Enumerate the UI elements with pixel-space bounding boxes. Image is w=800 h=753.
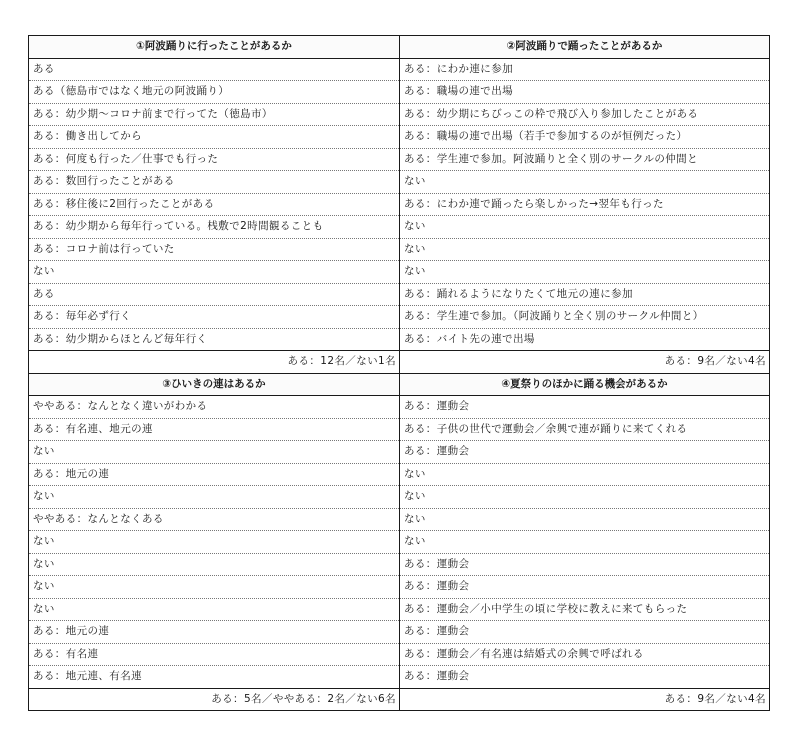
answer-cell: ある：数回行ったことがある (29, 171, 400, 194)
answer-cell: ある：運動会 (400, 621, 770, 644)
table-row (29, 103, 770, 126)
answer-cell: ない (400, 508, 770, 531)
answer-cell: ある：学生連で参加。阿波踊りと全く別のサークルの仲間と (400, 148, 770, 171)
question-title: ④夏祭りのほかに踊る機会があるか (400, 373, 770, 396)
table-row (29, 148, 770, 171)
answer-cell: ない (400, 261, 770, 284)
answer-cell: ある：地元連、有名連 (29, 666, 400, 689)
answer-cell: ある：学生連で参加。（阿波踊りと全く別のサークル仲間と） (400, 306, 770, 329)
answer-cell: ある：運動会 (400, 441, 770, 464)
table-row (29, 306, 770, 329)
survey-table-body (29, 36, 770, 711)
answer-cell: ある：地元の連 (29, 463, 400, 486)
total-cell: ある：12名／ない1名 (29, 351, 400, 374)
table-row (29, 666, 770, 689)
answer-cell: ない (400, 463, 770, 486)
table-row (29, 171, 770, 194)
question-title: ①阿波踊りに行ったことがあるか (29, 36, 400, 59)
table-row (29, 193, 770, 216)
answer-cell: ない (29, 486, 400, 509)
answer-cell: ない (400, 486, 770, 509)
answer-cell: ない (29, 531, 400, 554)
answer-cell: ある：運動会 (400, 666, 770, 689)
answer-cell: ない (29, 261, 400, 284)
answer-cell: ある：踊れるようになりたくて地元の連に参加 (400, 283, 770, 306)
answer-cell: ある：何度も行った／仕事でも行った (29, 148, 400, 171)
table-row (29, 261, 770, 284)
answer-cell: ある：幼少期から毎年行っている。桟敷で2時間観ることも (29, 216, 400, 239)
answer-cell: ない (29, 598, 400, 621)
answer-cell: ある：職場の連で出場（若手で参加するのが恒例だった） (400, 126, 770, 149)
answer-cell: ある：幼少期〜コロナ前まで行ってた（徳島市） (29, 103, 400, 126)
table-row (29, 58, 770, 81)
table-row (29, 508, 770, 531)
section-header-row (29, 373, 770, 396)
answer-cell: ある：毎年必ず行く (29, 306, 400, 329)
answer-cell: ある：運動会 (400, 553, 770, 576)
table-row (29, 463, 770, 486)
answer-cell: ある：バイト先の連で出場 (400, 328, 770, 351)
total-cell: ある：9名／ない4名 (400, 351, 770, 374)
answer-cell: ある：有名連 (29, 643, 400, 666)
answer-cell: ない (29, 441, 400, 464)
table-row (29, 126, 770, 149)
answer-cell: ある：運動会／小中学生の頃に学校に教えに来てもらった (400, 598, 770, 621)
answer-cell: ある：移住後に2回行ったことがある (29, 193, 400, 216)
section-header-row (29, 36, 770, 59)
table-row (29, 396, 770, 419)
answer-cell: ややある：なんとなく違いがわかる (29, 396, 400, 419)
table-row (29, 283, 770, 306)
table-row (29, 216, 770, 239)
answer-cell: ある：運動会 (400, 396, 770, 419)
answer-cell: ある：にわか連で踊ったら楽しかった→翌年も行った (400, 193, 770, 216)
total-row (29, 351, 770, 374)
answer-cell: ある (29, 58, 400, 81)
answer-cell: ない (29, 576, 400, 599)
table-row (29, 621, 770, 644)
total-cell: ある：5名／ややある：2名／ない6名 (29, 688, 400, 711)
answer-cell: ある（徳島市ではなく地元の阿波踊り） (29, 81, 400, 104)
table-row (29, 531, 770, 554)
question-title: ②阿波踊りで踊ったことがあるか (400, 36, 770, 59)
answer-cell: ある：コロナ前は行っていた (29, 238, 400, 261)
table-row (29, 643, 770, 666)
answer-cell: ない (29, 553, 400, 576)
answer-cell: ある：にわか連に参加 (400, 58, 770, 81)
answer-cell: ある (29, 283, 400, 306)
table-row (29, 441, 770, 464)
answer-cell: ある：運動会 (400, 576, 770, 599)
answer-cell: ある：幼少期からほとんど毎年行く (29, 328, 400, 351)
answer-cell: ない (400, 171, 770, 194)
table-row (29, 598, 770, 621)
table-row (29, 553, 770, 576)
answer-cell: ある：幼少期にちびっこの枠で飛び入り参加したことがある (400, 103, 770, 126)
answer-cell: ない (400, 531, 770, 554)
answer-cell: ない (400, 216, 770, 239)
survey-table (28, 35, 770, 711)
answer-cell: ない (400, 238, 770, 261)
answer-cell: ある：地元の連 (29, 621, 400, 644)
table-row (29, 81, 770, 104)
table-row (29, 486, 770, 509)
answer-cell: ある：子供の世代で運動会／余興で連が踊りに来てくれる (400, 418, 770, 441)
answer-cell: ある：有名連、地元の連 (29, 418, 400, 441)
table-row (29, 238, 770, 261)
answer-cell: ある：運動会／有名連は結婚式の余興で呼ばれる (400, 643, 770, 666)
question-title: ③ひいきの連はあるか (29, 373, 400, 396)
table-row (29, 418, 770, 441)
answer-cell: ややある：なんとなくある (29, 508, 400, 531)
answer-cell: ある：働き出してから (29, 126, 400, 149)
survey-table-sheet (28, 35, 769, 711)
total-cell: ある：9名／ない4名 (400, 688, 770, 711)
answer-cell: ある：職場の連で出場 (400, 81, 770, 104)
table-row (29, 328, 770, 351)
table-row (29, 576, 770, 599)
total-row (29, 688, 770, 711)
